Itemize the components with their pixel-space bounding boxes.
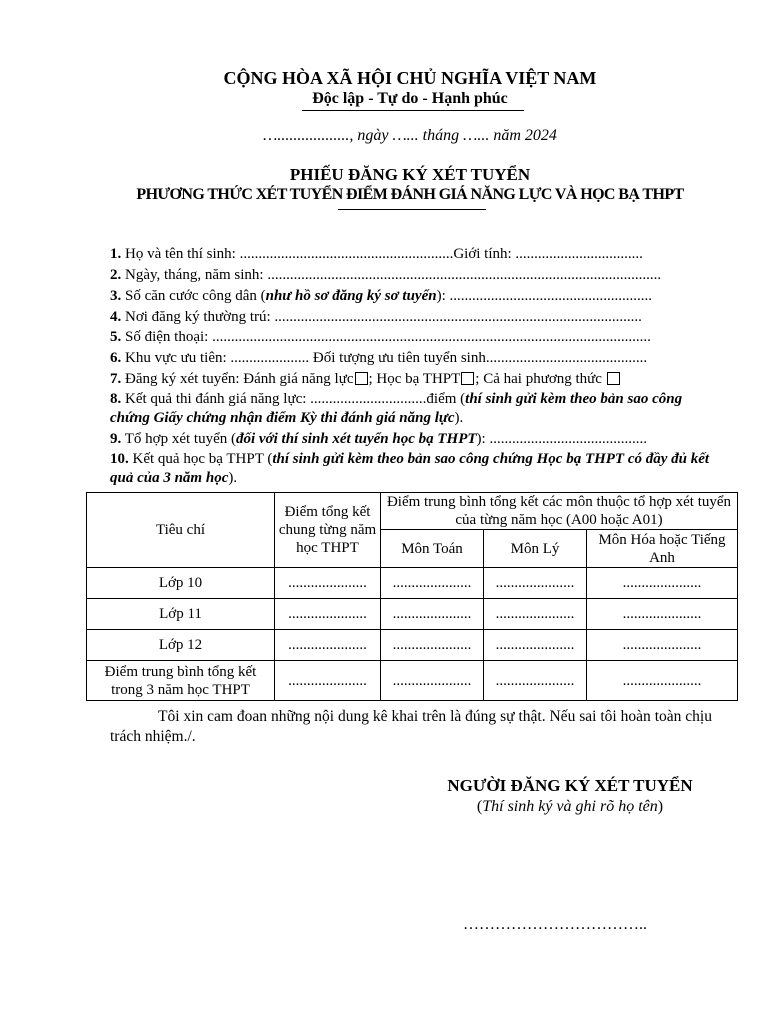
signature-line[interactable]: …………………………….. — [463, 916, 647, 933]
field-note: đối với thí sinh xét tuyển học bạ THPT — [235, 431, 477, 447]
paren-open: ( — [476, 798, 483, 815]
signer-title: NGƯỜI ĐĂNG KÝ XÉT TUYỂN — [447, 776, 693, 795]
field-residence[interactable] — [110, 308, 720, 327]
signer-note — [400, 798, 740, 816]
field-label: Kết quả học bạ THPT ( — [128, 451, 273, 467]
checkbox-transcript[interactable] — [461, 372, 474, 385]
field-label: Tổ hợp xét tuyển ( — [121, 431, 236, 447]
field-competency-score[interactable] — [110, 390, 718, 428]
field-number: 10. — [110, 451, 129, 467]
declaration-text: Tôi xin cam đoan những nội dung kê khai trên là đúng sự thật. Nếu sai tôi hoàn toàn chịu trách nhiệm./. — [110, 708, 712, 745]
field-number: 7. — [110, 371, 122, 387]
transcript-table — [86, 492, 738, 701]
score-cell[interactable]: ..................... — [587, 599, 738, 630]
field-label: Kết quả thi đánh giá năng lực: ...............................điểm ( — [121, 391, 466, 407]
motto-underline — [302, 110, 524, 111]
field-full-name[interactable] — [110, 245, 720, 264]
field-label: ). — [454, 410, 464, 426]
header-subject-group: Điểm trung bình tổng kết các môn thuộc tổ hợp xét tuyển của từng năm học (A00 hoặc A01) — [381, 493, 738, 530]
field-subject-combination[interactable] — [110, 430, 720, 449]
table-row — [87, 630, 738, 661]
score-cell[interactable]: ..................... — [484, 599, 587, 630]
field-label: Họ và tên thí sinh: .........................................................Giới tính: .................................. — [121, 246, 643, 262]
field-transcript-results — [110, 450, 718, 488]
score-cell[interactable]: ..................... — [381, 568, 484, 599]
field-label: ). — [228, 470, 238, 486]
field-citizen-id[interactable] — [110, 287, 720, 306]
row-label: Điểm trung bình tổng kết trong 3 năm học THPT — [87, 661, 275, 701]
field-note: thí sinh gửi kèm theo bản sao công chứng Học bạ THPT có đầy đủ kết quả của 3 năm học — [110, 451, 710, 486]
header-chemistry-english: Môn Hóa hoặc Tiếng Anh — [587, 530, 738, 568]
form-subtitle: PHƯƠNG THỨC XÉT TUYỂN ĐIỂM ĐÁNH GIÁ NĂNG LỰC VÀ HỌC BẠ THPT — [136, 186, 684, 203]
field-number: 1. — [110, 246, 122, 262]
score-cell[interactable]: ..................... — [484, 568, 587, 599]
row-label: Lớp 10 — [87, 568, 275, 599]
score-cell[interactable]: ..................... — [275, 661, 381, 701]
signer-note-text: Thí sinh ký và ghi rõ họ tên — [482, 798, 658, 815]
score-cell[interactable]: ..................... — [381, 599, 484, 630]
paren-close: ) — [657, 798, 664, 815]
score-cell[interactable]: ..................... — [381, 630, 484, 661]
field-label: ; Cả hai phương thức — [475, 371, 606, 387]
field-label: ): .......................................... — [476, 431, 647, 447]
header-physics: Môn Lý — [484, 530, 587, 568]
field-label: Nơi đăng ký thường trú: .................................................................................................. — [121, 309, 642, 325]
field-label: Ngày, tháng, năm sinh: ......................................................................................................... — [121, 267, 662, 283]
field-note: thí sinh gửi kèm theo bản sao công chứng Giấy chứng nhận điểm Kỳ thi đánh giá năng lực — [110, 391, 683, 426]
field-label: Đăng ký xét tuyển: Đánh giá năng lực — [121, 371, 354, 387]
table-row — [87, 661, 738, 701]
field-phone[interactable] — [110, 328, 720, 347]
date-line: ….................., ngày …... tháng …... năm 2024 — [263, 127, 557, 144]
field-label: Khu vực ưu tiên: ..................... Đối tượng ưu tiên tuyển sinh........................................... — [121, 350, 648, 366]
field-number: 6. — [110, 350, 122, 366]
field-admission-method — [110, 370, 720, 389]
field-label: ; Học bạ THPT — [368, 371, 461, 387]
score-cell[interactable]: ..................... — [587, 568, 738, 599]
field-priority[interactable] — [110, 349, 720, 368]
score-cell[interactable]: ..................... — [381, 661, 484, 701]
score-cell[interactable]: ..................... — [275, 599, 381, 630]
field-label: Số căn cước công dân ( — [121, 288, 266, 304]
header-math: Môn Toán — [381, 530, 484, 568]
score-cell[interactable]: ..................... — [587, 630, 738, 661]
row-label: Lớp 12 — [87, 630, 275, 661]
field-number: 3. — [110, 288, 122, 304]
table-row — [87, 599, 738, 630]
field-number: 2. — [110, 267, 122, 283]
checkbox-competency-test[interactable] — [355, 372, 368, 385]
score-cell[interactable]: ..................... — [587, 661, 738, 701]
score-cell[interactable]: ..................... — [484, 661, 587, 701]
field-number: 5. — [110, 329, 122, 345]
row-label: Lớp 11 — [87, 599, 275, 630]
score-cell[interactable]: ..................... — [484, 630, 587, 661]
field-birth-date[interactable] — [110, 266, 720, 285]
score-cell[interactable]: ..................... — [275, 568, 381, 599]
field-number: 4. — [110, 309, 122, 325]
motto: Độc lập - Tự do - Hạnh phúc — [312, 90, 508, 107]
field-label: Số điện thoại: ..................................................................................................................... — [121, 329, 651, 345]
header-criteria: Tiêu chí — [87, 493, 275, 568]
form-title: PHIẾU ĐĂNG KÝ XÉT TUYỂN — [289, 165, 531, 184]
checkbox-both-methods[interactable] — [607, 372, 620, 385]
nation-title: CỘNG HÒA XÃ HỘI CHỦ NGHĨA VIỆT NAM — [223, 68, 597, 88]
field-number: 8. — [110, 391, 122, 407]
subtitle-underline — [338, 209, 486, 210]
field-number: 9. — [110, 431, 122, 447]
score-cell[interactable]: ..................... — [275, 630, 381, 661]
field-label: ): ...................................................... — [436, 288, 652, 304]
header-total-score: Điểm tổng kết chung từng năm học THPT — [275, 493, 381, 568]
field-note: như hồ sơ đăng ký sơ tuyển — [265, 288, 437, 304]
table-row — [87, 568, 738, 599]
